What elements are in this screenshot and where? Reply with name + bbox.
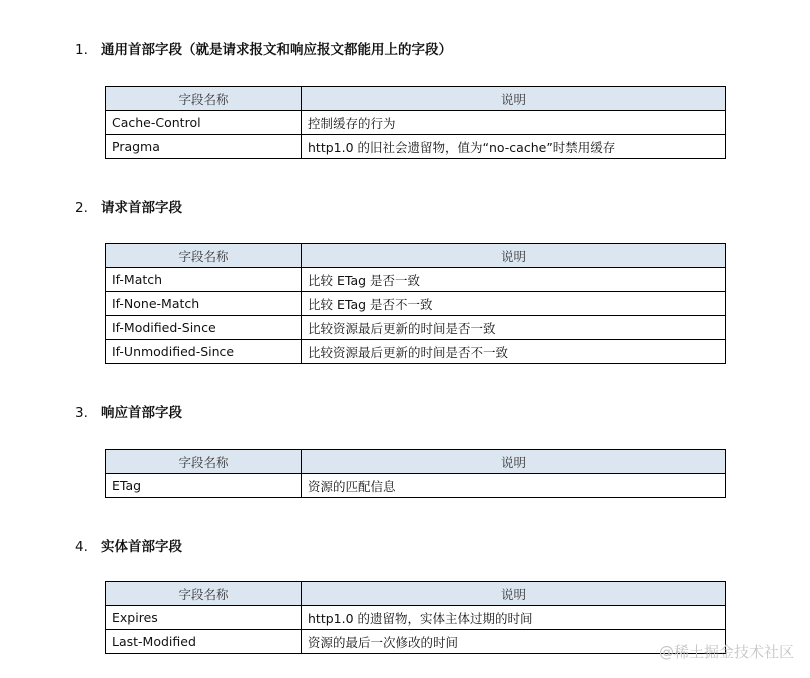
column-header-description: 说明 (302, 244, 726, 268)
column-header-description: 说明 (302, 582, 726, 606)
section-heading: 响应首部字段 (101, 405, 182, 421)
column-header-description: 说明 (302, 450, 726, 474)
table-row (106, 606, 726, 630)
field-description: 资源的最后一次修改的时间 (302, 630, 726, 654)
field-description: http1.0 的旧社会遗留物，值为“no-cache”时禁用缓存 (302, 135, 726, 159)
field-name: If-Modified-Since (106, 316, 302, 340)
field-description: 比较 ETag 是否一致 (302, 268, 726, 292)
entity-header-table (105, 581, 726, 654)
table-header-row (106, 582, 726, 606)
table-row (106, 111, 726, 135)
section-heading: 实体首部字段 (101, 539, 182, 555)
general-header-table (105, 86, 726, 159)
field-description: 比较资源最后更新的时间是否一致 (302, 316, 726, 340)
field-description: 资源的匹配信息 (302, 474, 726, 498)
section-1-title (75, 38, 452, 58)
field-name: ETag (106, 474, 302, 498)
section-heading: 通用首部字段（就是请求报文和响应报文都能用上的字段） (101, 42, 452, 58)
column-header-description: 说明 (302, 87, 726, 111)
table-header-row (106, 450, 726, 474)
column-header-name: 字段名称 (106, 244, 302, 268)
section-number: 4. (75, 539, 88, 555)
section-heading: 请求首部字段 (101, 200, 182, 216)
section-4-title (75, 535, 182, 555)
table-row (106, 474, 726, 498)
table-row (106, 340, 726, 364)
field-name: If-Match (106, 268, 302, 292)
watermark: @稀土掘金技术社区 (658, 643, 794, 661)
field-name: Expires (106, 606, 302, 630)
table-header-row (106, 244, 726, 268)
table-row (106, 268, 726, 292)
field-description: 比较 ETag 是否不一致 (302, 292, 726, 316)
table-row (106, 292, 726, 316)
column-header-name: 字段名称 (106, 582, 302, 606)
field-name: Pragma (106, 135, 302, 159)
section-number: 3. (75, 405, 88, 421)
response-header-table (105, 449, 726, 498)
column-header-name: 字段名称 (106, 450, 302, 474)
column-header-name: 字段名称 (106, 87, 302, 111)
section-number: 2. (75, 200, 88, 216)
section-3-title (75, 401, 182, 421)
table-header-row (106, 87, 726, 111)
field-name: If-Unmodified-Since (106, 340, 302, 364)
field-description: 控制缓存的行为 (302, 111, 726, 135)
table-row (106, 316, 726, 340)
field-description: http1.0 的遗留物，实体主体过期的时间 (302, 606, 726, 630)
field-name: If-None-Match (106, 292, 302, 316)
field-name: Last-Modified (106, 630, 302, 654)
field-name: Cache-Control (106, 111, 302, 135)
section-2-title (75, 196, 182, 216)
table-row (106, 630, 726, 654)
request-header-table (105, 243, 726, 364)
table-row (106, 135, 726, 159)
section-number: 1. (75, 42, 88, 58)
field-description: 比较资源最后更新的时间是否不一致 (302, 340, 726, 364)
